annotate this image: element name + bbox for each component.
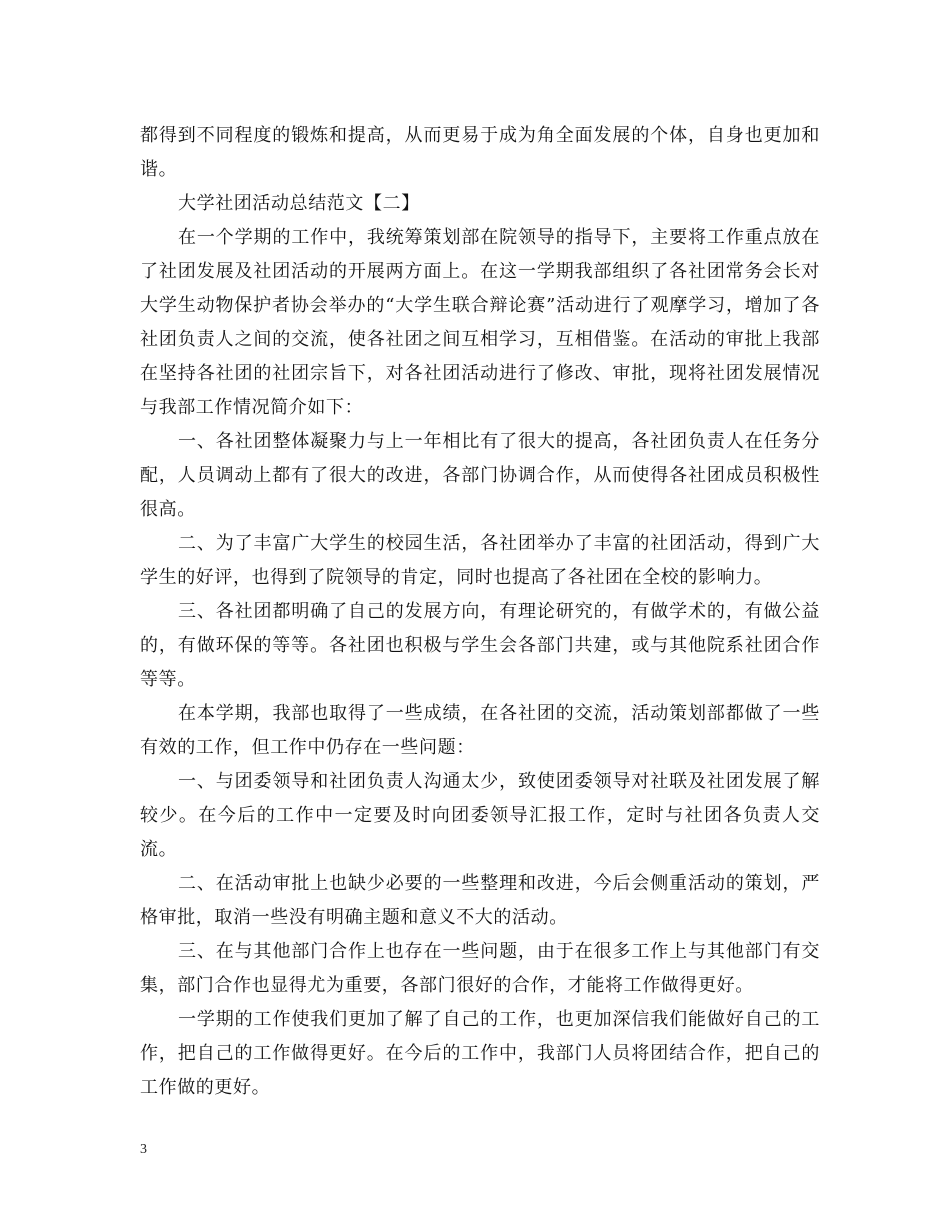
page-number: 3	[140, 1142, 147, 1157]
paragraph-issue-1: 一、与团委领导和社团负责人沟通太少，致使团委领导对社联及社团发展了解较少。在今后的工作中一定要及时向团委领导汇报工作，定时与社团各负责人交流。	[140, 771, 820, 860]
paragraph-intro: 在一个学期的工作中，我统筹策划部在院领导的指导下，主要将工作重点放在了社团发展及社团活动的开展两方面上。在这一学期我部组织了各社团常务会长对大学生动物保护者协会举办的“大学生联合辩论赛”活动进行了观摩学习，增加了各社团负责人之间的交流，使各社团之间互相学习，互相借鉴。在活动的审批上我部在坚持各社团的社团宗旨下，对各社团活动进行了修改、审批，现将社团发展情况与我部工作情况简介如下：	[140, 227, 820, 418]
paragraph-issue-3: 三、在与其他部门合作上也存在一些问题，由于在很多工作上与其他部门有交集，部门合作也显得尤为重要，各部门很好的合作，才能将工作做得更好。	[140, 941, 820, 996]
paragraph-continuation: 都得到不同程度的锻炼和提高，从而更易于成为角全面发展的个体，自身也更加和谐。	[140, 125, 820, 180]
paragraph-achievements: 在本学期，我部也取得了一些成绩，在各社团的交流，活动策划部都做了一些有效的工作，但工作中仍存在一些问题：	[140, 703, 820, 758]
paragraph-point-2: 二、为了丰富广大学生的校园生活，各社团举办了丰富的社团活动，得到广大学生的好评，也得到了院领导的肯定，同时也提高了各社团在全校的影响力。	[140, 533, 820, 588]
paragraph-point-1: 一、各社团整体凝聚力与上一年相比有了很大的提高，各社团负责人在任务分配，人员调动上都有了很大的改进，各部门协调合作，从而使得各社团成员积极性很高。	[140, 431, 820, 520]
paragraph-point-3: 三、各社团都明确了自己的发展方向，有理论研究的，有做学术的，有做公益的，有做环保的等等。各社团也积极与学生会各部门共建，或与其他院系社团合作等等。	[140, 601, 820, 690]
section-heading: 大学社团活动总结范文【二】	[178, 193, 420, 214]
paragraph-conclusion: 一学期的工作使我们更加了解了自己的工作，也更加深信我们能做好自己的工作，把自己的工作做得更好。在今后的工作中，我部门人员将团结合作，把自己的工作做的更好。	[140, 1009, 820, 1098]
paragraph-issue-2: 二、在活动审批上也缺少必要的一些整理和改进，今后会侧重活动的策划，严格审批，取消一些没有明确主题和意义不大的活动。	[140, 873, 820, 928]
document-body	[140, 119, 820, 1105]
